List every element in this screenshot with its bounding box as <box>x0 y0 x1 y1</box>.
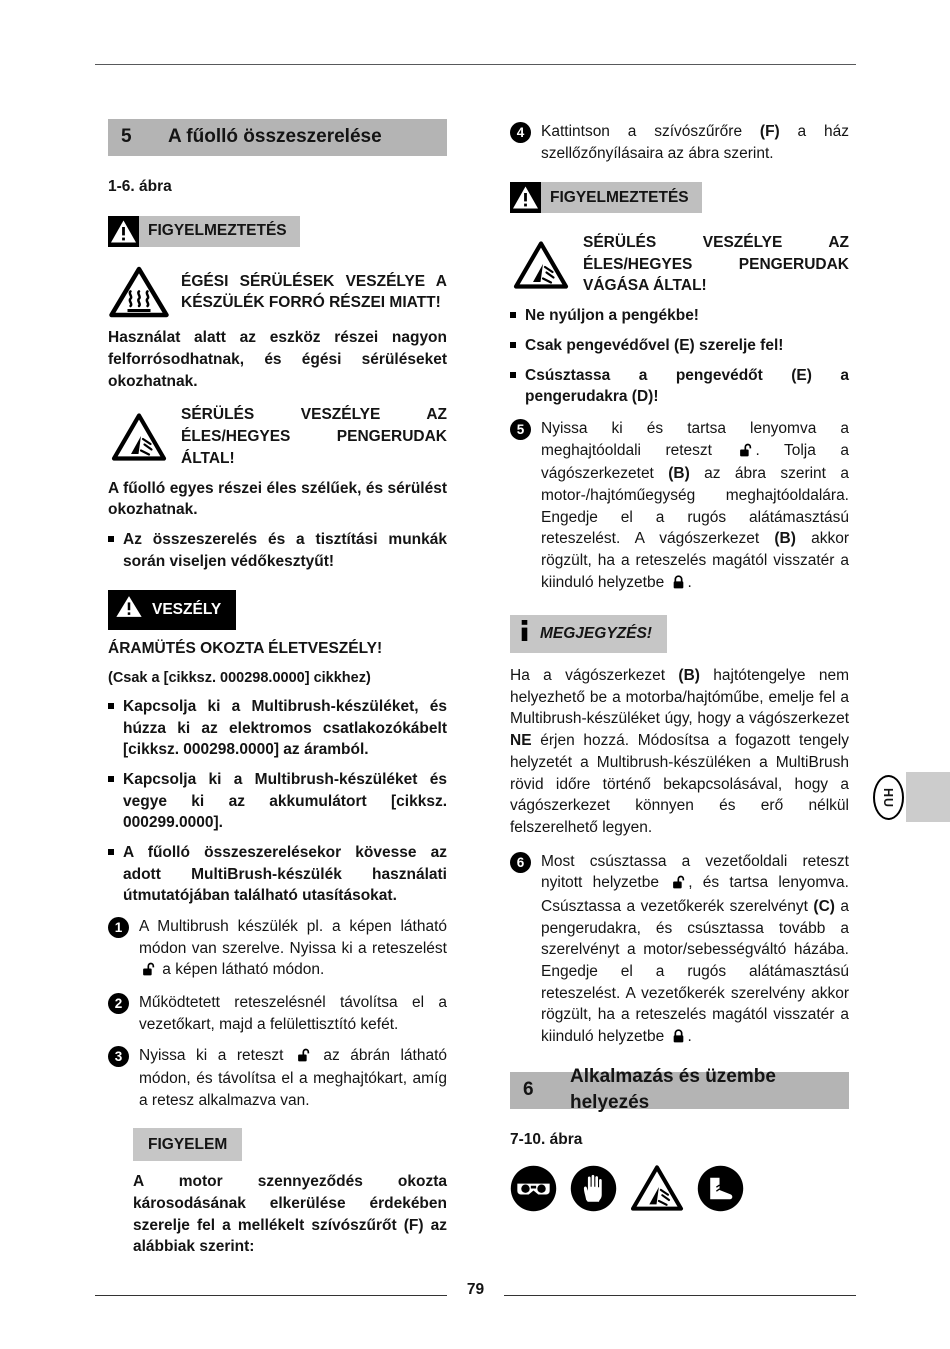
bullet-text: Kapcsolja ki a Multibrush-készüléket és vegye ki az akkumulátort [cikksz. 000299.0000]. <box>123 770 447 832</box>
burn-hazard-title: ÉGÉSI SÉRÜLÉSEK VESZÉLYE A KÉSZÜLÉK FORRÓ RÉSZEI MIATT! <box>181 272 447 312</box>
sharp-hazard-block <box>510 232 849 297</box>
danger-triangle-icon <box>115 594 143 626</box>
step-text: A Multibrush készülék pl. a képen látható módon van szerelve. Nyissa ki a reteszelést a képen látható módon. <box>139 916 447 983</box>
bullet-marker <box>510 312 516 318</box>
bullet-marker <box>108 703 114 709</box>
info-icon <box>520 620 529 648</box>
step-1 <box>108 916 447 983</box>
section-title: A fűolló összeszerelése <box>168 126 382 148</box>
protective-gloves-icon <box>570 1165 617 1219</box>
safety-pictograms-row <box>510 1164 849 1219</box>
section-5-header <box>108 119 447 156</box>
note-label-text: MEGJEGYZÉS! <box>540 625 652 643</box>
section-title: Alkalmazás és üzembe helyezés <box>570 1065 776 1114</box>
bullet-marker <box>510 342 516 348</box>
step-number-badge: 6 <box>510 852 531 873</box>
danger-title: ÁRAMÜTÉS OKOZTA ÉLETVESZÉLY! <box>108 639 383 657</box>
lock-open-icon <box>297 1047 310 1069</box>
bullet-marker <box>510 372 516 378</box>
step-6 <box>510 851 849 1050</box>
language-tab <box>873 775 904 820</box>
step-3 <box>108 1045 447 1112</box>
bullet-marker <box>108 849 114 855</box>
bullet-text: A fűolló összeszerelésekor kövesse az adott MultiBrush-készülék használati útmutatójában található utasításokat. <box>123 844 447 905</box>
list-item <box>108 769 447 834</box>
bullet-text: Ne nyúljon a pengékbe! <box>525 307 699 325</box>
top-rule <box>95 64 856 65</box>
warning-label-text: FIGYELMEZTETÉS <box>550 189 689 207</box>
list-item <box>510 305 849 327</box>
lock-open-icon <box>672 874 685 896</box>
step-text: Most csúsztassa a vezetőoldali reteszt nyitott helyzetbe , és tartsa lenyomva. Csúsztassa a vezetőkerék szerelvényt (C) a pengerudakra, és csúsztassa tovább a szerelvényt a motor/sebességváltó házába. Engedje el a rugós alátámasztású reteszelést. A vezetőkerék szerelvény akkor rögzült, ha a reteszelés magától visszatér a kiinduló helyzetbe . <box>541 851 849 1050</box>
section-number: 5 <box>121 126 132 148</box>
bullet-text: Az összeszerelés és a tisztítási munkák során viseljen védőkesztyűt! <box>123 530 447 570</box>
figure-reference: 7-10. ábra <box>510 1130 583 1148</box>
footer-rule-left <box>95 1295 447 1296</box>
step-text: Nyissa ki és tartsa lenyomva a meghajtóoldali reteszt . Tolja a vágószerkezetet (B) az ábra szerint a motor-/hajtóműegység meghajtóoldalára. Engedje el a rugós alátámasztású reteszelést. A vágószerkezet (B) akkor rögzült, ha a reteszelés magától visszatér a kiinduló helyzetbe . <box>541 418 849 596</box>
danger-label-text: VESZÉLY <box>152 601 222 619</box>
left-column <box>108 119 447 1258</box>
step-4 <box>510 121 849 164</box>
list-item <box>108 696 447 761</box>
sharp-blades-warning-icon <box>630 1164 684 1219</box>
list-item <box>108 842 447 907</box>
warning-label <box>510 182 702 213</box>
step-text: Működtetett reteszelésnél távolítsa el a vezetőkart, majd a felülettisztító kefét. <box>139 994 447 1033</box>
sharp-blade-icon <box>108 412 170 462</box>
page-number: 79 <box>466 1281 485 1298</box>
page-footer <box>95 1281 856 1299</box>
page-columns <box>108 119 849 1258</box>
danger-label <box>108 590 236 630</box>
warning-triangle-icon <box>510 182 541 213</box>
section-number: 6 <box>523 1078 534 1100</box>
step-number-badge: 5 <box>510 419 531 440</box>
bullet-marker <box>108 536 114 542</box>
lock-closed-icon <box>672 1028 685 1050</box>
lock-closed-icon <box>672 574 685 596</box>
right-column <box>510 119 849 1219</box>
note-body: Ha a vágószerkezet (B) hajtótengelye nem helyezhető be a motorba/hajtóműbe, emelje fel a Multibrush-készüléket úgy, hogy a vágószerkezet NE érjen hozzá. Módosítsa a fogazott tengely helyzetét a Multibrush-készüléken a MultiBrush rövid időre történő bekapcsolásával, hogy a vágószerkezet könnyen és erő nélkül felszerelhető legyen. <box>510 667 849 836</box>
sharp-hazard-body: A fűolló egyes részei éles szélűek, és sérülést okozhatnak. <box>108 479 447 519</box>
warning-triangle-icon <box>108 216 139 247</box>
hot-surface-icon <box>108 265 170 319</box>
note-label <box>510 615 667 653</box>
danger-subtitle: (Csak a [cikksz. 000298.0000] cikkhez) <box>108 669 371 686</box>
page-edge-strip <box>906 772 950 822</box>
step-text: Kattintson a szívószűrőre (F) a ház szellőzőnyílásaira az ábra szerint. <box>541 123 849 162</box>
sharp-hazard-title: SÉRÜLÉS VESZÉLYE AZ ÉLES/HEGYES PENGERUDAK ÁLTAL! <box>181 406 447 467</box>
bullet-text: Csak pengevédővel (E) szerelje fel! <box>525 336 784 354</box>
attention-body: A motor szennyeződés okozta károsodásának elkerülése érdekében szerelje fel a mellékelt szívószűrőt (F) az alábbiak szerint: <box>133 1173 447 1256</box>
section-6-header <box>510 1065 849 1114</box>
list-item <box>510 335 849 357</box>
sharp-hazard-block <box>108 404 447 469</box>
step-text: Nyissa ki a reteszt az ábrán látható módon, és távolítsa el a meghajtókart, amíg a retesz alkalmazva van. <box>139 1046 447 1109</box>
bullet-marker <box>108 776 114 782</box>
lock-open-icon <box>739 442 752 464</box>
list-item <box>510 365 849 408</box>
bullet-text: Csúsztassa a pengevédőt (E) a pengerudakra (D)! <box>525 366 849 406</box>
safety-boots-icon <box>697 1165 744 1219</box>
step-number-badge: 3 <box>108 1046 129 1067</box>
footer-rule-right <box>504 1295 856 1296</box>
warning-label <box>108 216 300 247</box>
lock-open-icon <box>142 961 155 983</box>
burn-hazard-body: Használat alatt az eszköz részei nagyon felforrósodhatnak, és égési sérüléseket okozhatnak. <box>108 329 447 390</box>
warning-label-text: FIGYELMEZTETÉS <box>148 222 287 240</box>
eye-protection-icon <box>510 1165 557 1219</box>
list-item <box>108 529 447 572</box>
step-number-badge: 2 <box>108 993 129 1014</box>
bullet-text: Kapcsolja ki a Multibrush-készüléket, és húzza ki az elektromos csatlakozókábelt [cikksz. 000298.0000] az áramból. <box>123 697 447 759</box>
step-2 <box>108 992 447 1035</box>
figure-reference: 1-6. ábra <box>108 178 172 195</box>
step-number-badge: 4 <box>510 122 531 143</box>
sharp-blade-icon <box>510 240 572 290</box>
step-5 <box>510 418 849 596</box>
language-tab-text: HU <box>881 787 896 808</box>
step-number-badge: 1 <box>108 917 129 938</box>
attention-label: FIGYELEM <box>133 1128 242 1162</box>
sharp-hazard-title: SÉRÜLÉS VESZÉLYE AZ ÉLES/HEGYES PENGERUDAK VÁGÁSA ÁLTAL! <box>583 234 849 295</box>
burn-hazard-block <box>108 265 447 319</box>
